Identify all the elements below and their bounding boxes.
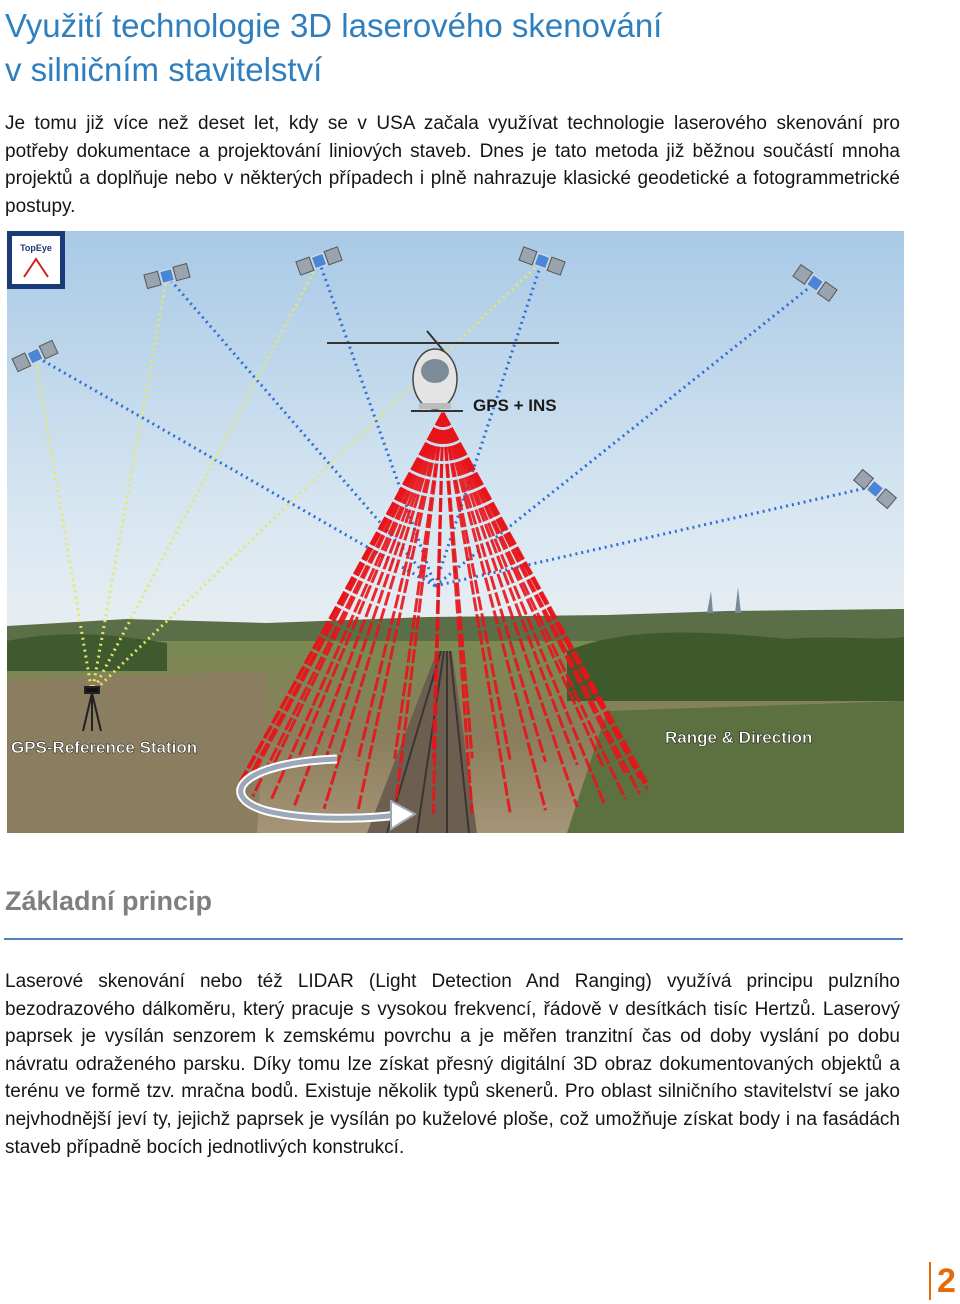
label-range-direction: Range & Direction: [665, 728, 813, 747]
section-divider: [4, 938, 903, 940]
lidar-figure: [7, 231, 904, 833]
topeye-logo: [7, 231, 65, 289]
field-right: [567, 701, 904, 833]
page-title: [5, 4, 905, 92]
title-line-1: Využití technologie 3D laserového skenování: [5, 7, 663, 44]
title-line-2: v silničním stavitelství: [5, 51, 323, 88]
lidar-illustration: [7, 231, 904, 833]
section-heading: Základní princip: [5, 886, 213, 916]
page-number: 2: [937, 1262, 956, 1300]
intro-paragraph: Je tomu již více než deset let, kdy se v USA začala využívat technologie laserového skenování pro potřeby dokumentace a projektování liniových staveb. Dnes je tato metoda již běžnou součástí mnoha projektů a doplňuje nebo v některých případech i plně nahrazuje klasické geodetické a fotogrammetrické postupy.: [5, 113, 900, 217]
label-gps-ins: GPS + INS: [473, 396, 557, 415]
tree-line-left: [7, 634, 167, 671]
tree-line-right: [567, 632, 904, 701]
label-reference-station: GPS-Reference Station: [11, 738, 198, 757]
section-body: Laserové skenování nebo též LIDAR (Light Detection And Ranging) využívá principu pulzního bezodrazového dálkoměru, který pracuje s vysokou frekvencí, řádově v desítkách tisíc Hertzů. Laserový paprsek je vysílán senzorem k zemskému povrchu a je měřen tranzitní čas od doby vyslání po dobu návratu odraženého parsku. Díky tomu lze získat přesný digitální 3D obraz dokumentovaných objektů a terénu ve formě tzv. mračna bodů. Existuje několik typů skenerů. Pro oblast silničního stavitelství se jako nejvhodnější jeví ty, jejichž paprsek je vysílán po kuželové ploše, což umožňuje získat body i na fasádách staveb případně bocích jednotlivých konstrukcí.: [5, 971, 900, 1158]
logo-text: TopEye: [20, 243, 52, 253]
page-number-divider: [929, 1262, 931, 1300]
